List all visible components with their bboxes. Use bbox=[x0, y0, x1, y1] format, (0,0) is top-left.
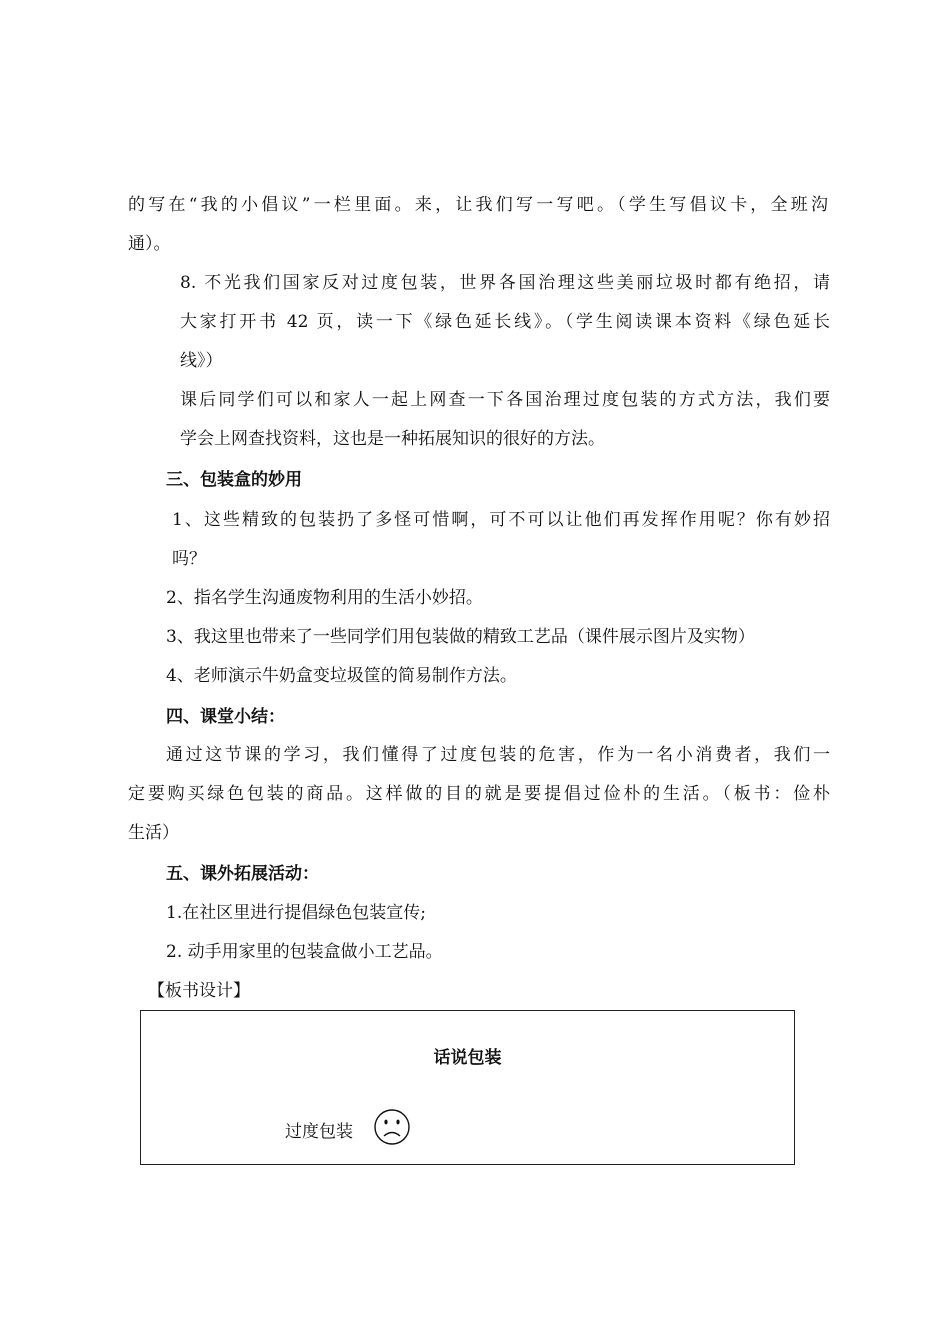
board-design-label: 【板书设计】 bbox=[148, 981, 250, 1001]
list-item: 4、老师演示牛奶盒变垃圾筐的简易制作方法。 bbox=[166, 666, 517, 686]
section-heading: 四、课堂小结： bbox=[166, 707, 285, 727]
paragraph-line: 定要购买绿色包装的商品。这样做的目的就是要提倡过俭朴的生活。（板书：俭朴 bbox=[128, 784, 830, 804]
sad-face-icon bbox=[373, 1107, 411, 1147]
paragraph-line: 的写在“我的小倡议”一栏里面。来，让我们写一写吧。（学生写倡议卡，全班沟 bbox=[128, 195, 828, 215]
section-heading: 三、包装盒的妙用 bbox=[166, 470, 302, 490]
list-item: 1.在社区里进行提倡绿色包装宣传; bbox=[166, 903, 426, 923]
board-title: 话说包装 bbox=[433, 1048, 502, 1068]
list-item: 3、我这里也带来了一些同学们用包装做的精致工艺品（课件展示图片及实物） bbox=[166, 627, 755, 647]
paragraph-line: 线》） bbox=[180, 351, 223, 371]
board-design-box bbox=[140, 1010, 795, 1165]
list-item: 1、这些精致的包装扔了多怪可惜啊，可不可以让他们再发挥作用呢？你有妙招 bbox=[172, 510, 830, 530]
list-item: 2. 动手用家里的包装盒做小工艺品。 bbox=[166, 942, 443, 962]
paragraph-line: 学会上网查找资料，这也是一种拓展知识的很好的方法。 bbox=[180, 429, 605, 449]
section-heading: 五、课外拓展活动： bbox=[166, 864, 319, 884]
paragraph-line: 8. 不光我们国家反对过度包装，世界各国治理这些美丽垃圾时都有绝招，请 bbox=[180, 273, 830, 293]
list-item: 2、指名学生沟通废物利用的生活小妙招。 bbox=[166, 588, 483, 608]
list-item: 吗？ bbox=[172, 549, 206, 569]
paragraph-line: 通）。 bbox=[128, 234, 171, 254]
paragraph-line: 通过这节课的学习，我们懂得了过度包装的危害，作为一名小消费者，我们一 bbox=[166, 745, 830, 765]
paragraph-line: 课后同学们可以和家人一起上网查一下各国治理过度包装的方式方法，我们要 bbox=[180, 390, 830, 410]
board-item: 过度包装 bbox=[285, 1122, 353, 1142]
paragraph-line: 大家打开书 42 页，读一下《绿色延长线》。（学生阅读课本资料《绿色延长 bbox=[180, 312, 830, 332]
paragraph-line: 生活） bbox=[128, 823, 179, 843]
